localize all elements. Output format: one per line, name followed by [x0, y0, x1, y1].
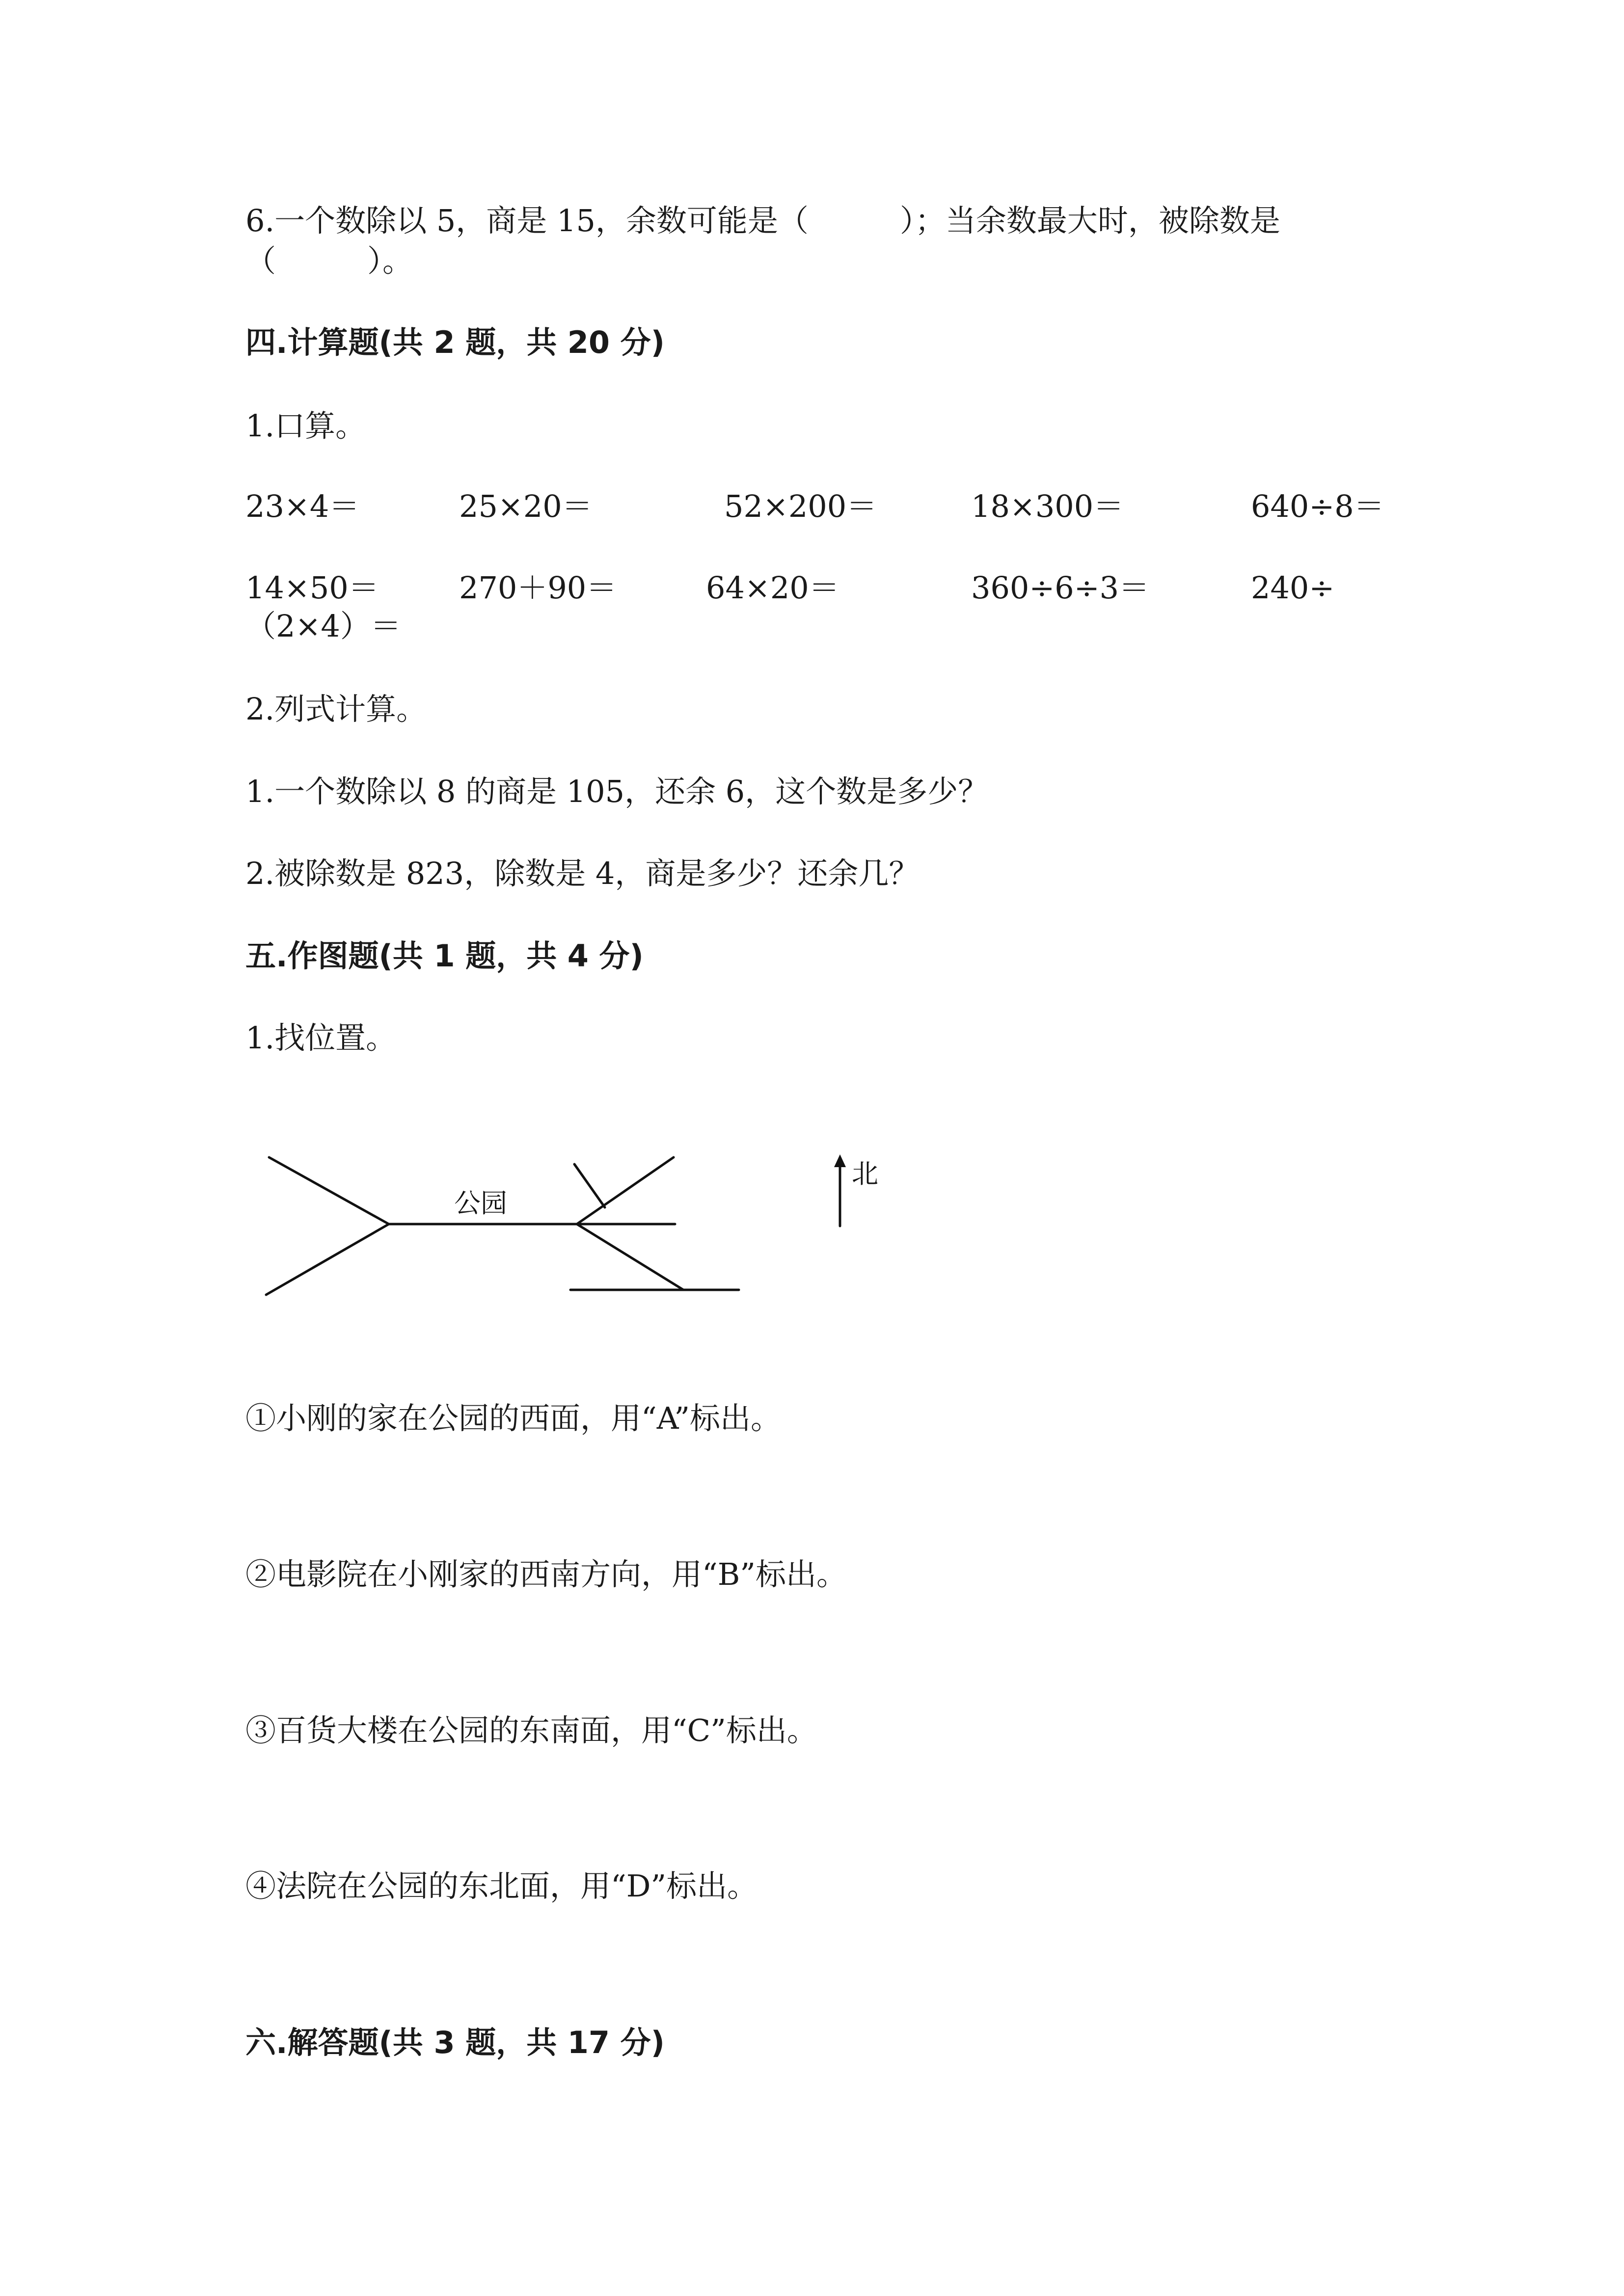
- road-line: [577, 1224, 683, 1290]
- written-calc-title: 2.列式计算。: [245, 691, 427, 727]
- north-arrow-head: [834, 1154, 846, 1167]
- question-6-line-2: （ ）。: [245, 243, 413, 279]
- road-line: [577, 1157, 674, 1224]
- oral-calc-item: 23×4＝: [245, 488, 360, 524]
- oral-calc-item: 240÷: [1251, 570, 1335, 606]
- oral-calc-item: 52×200＝: [724, 488, 877, 524]
- written-calc-item: 1.一个数除以 8 的商是 105，还余 6，这个数是多少？: [245, 774, 989, 809]
- oral-calc-item-wrap: （2×4）＝: [245, 608, 401, 644]
- written-calc-item: 2.被除数是 823，除数是 4，商是多少？还余几？: [245, 855, 920, 891]
- map-task-item: ③百货大楼在公园的东南面，用“C”标出。: [245, 1712, 817, 1748]
- map-task-item: ④法院在公园的东北面，用“D”标出。: [245, 1868, 758, 1904]
- find-position-title: 1.找位置。: [245, 1020, 397, 1056]
- road-line: [266, 1224, 389, 1295]
- section-6-heading: 六.解答题(共 3 题，共 17 分): [245, 2025, 665, 2060]
- north-label: 北: [852, 1158, 878, 1189]
- oral-calc-item: 18×300＝: [971, 488, 1124, 524]
- road-line: [574, 1164, 605, 1207]
- oral-calc-item: 270＋90＝: [459, 570, 617, 606]
- oral-calc-title: 1.口算。: [245, 408, 366, 444]
- oral-calc-item: 640÷8＝: [1251, 488, 1384, 524]
- map-task-item: ②电影院在小刚家的西南方向，用“B”标出。: [245, 1556, 847, 1592]
- oral-calc-item: 14×50＝: [245, 570, 379, 606]
- location-map: [260, 1144, 947, 1320]
- question-6-line-1: 6.一个数除以 5，商是 15，余数可能是（ ）；当余数最大时，被除数是: [245, 203, 1280, 239]
- park-label: 公园: [454, 1188, 507, 1219]
- oral-calc-item: 360÷6÷3＝: [971, 570, 1150, 606]
- map-task-item: ①小刚的家在公园的西面，用“A”标出。: [245, 1400, 782, 1436]
- section-4-heading: 四.计算题(共 2 题，共 20 分): [245, 324, 665, 360]
- oral-calc-item: 64×20＝: [706, 570, 839, 606]
- section-5-heading: 五.作图题(共 1 题，共 4 分): [245, 938, 644, 974]
- oral-calc-item: 25×20＝: [459, 488, 593, 524]
- road-line: [269, 1157, 389, 1224]
